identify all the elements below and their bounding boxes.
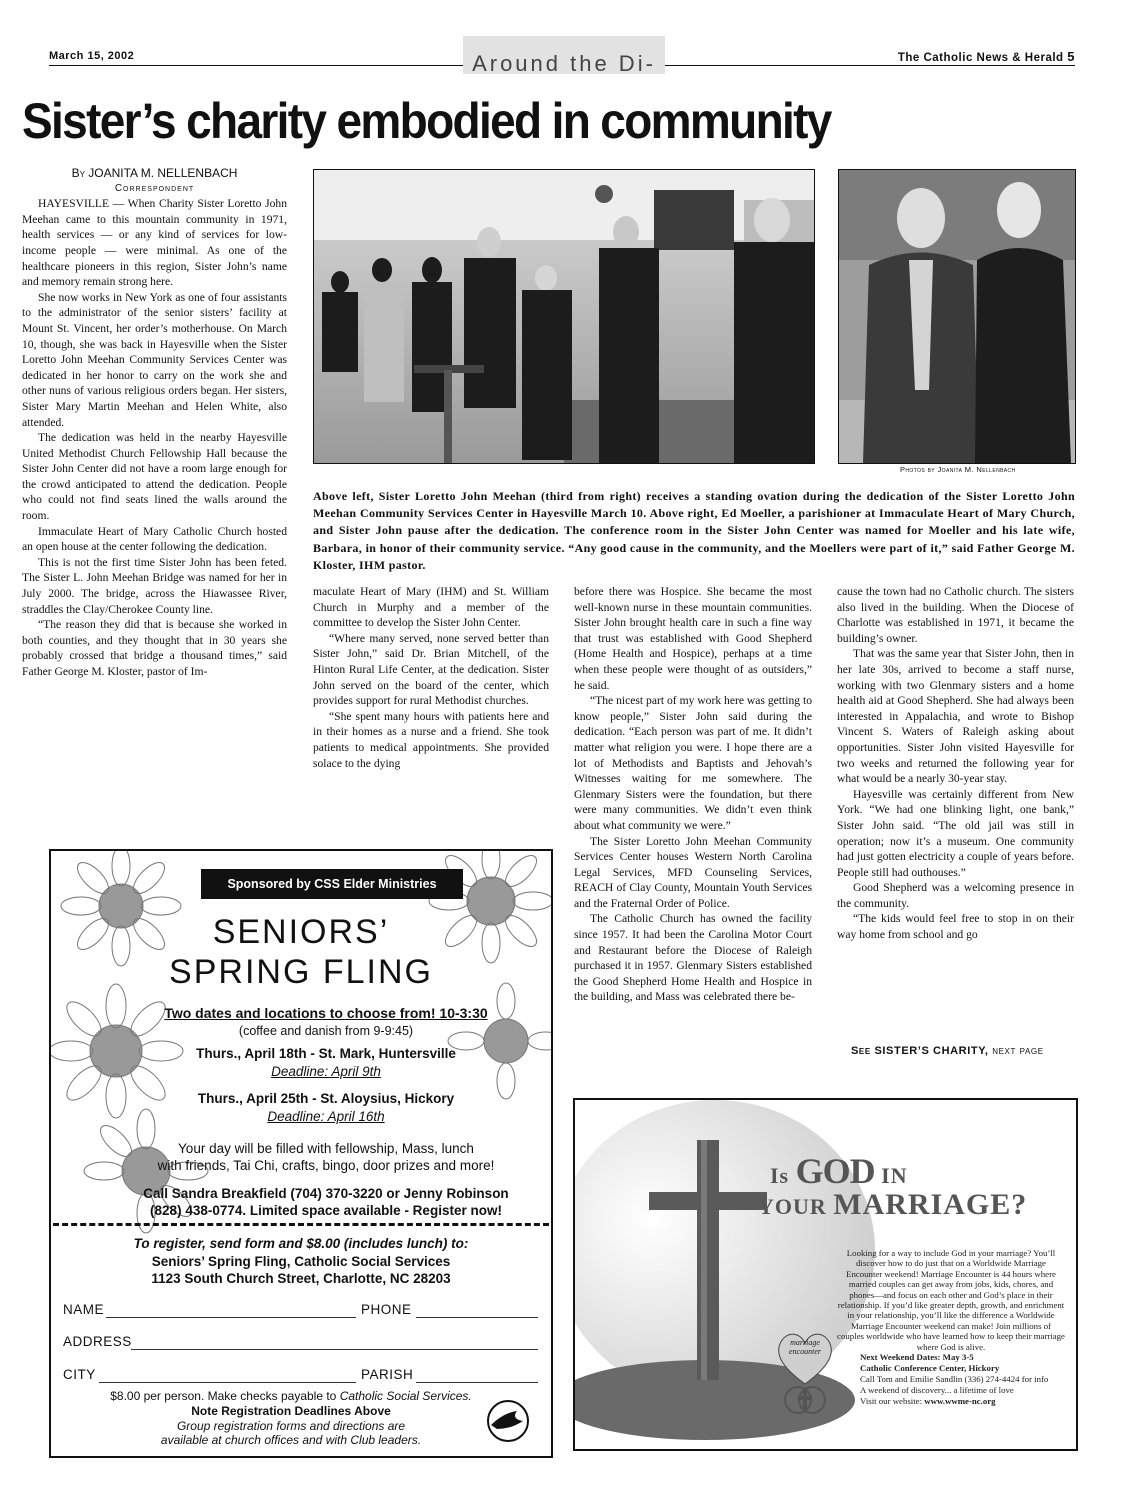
website-line [860,1396,1070,1407]
next-dates: Next Weekend Dates: May 3-5 [860,1352,974,1362]
byline-role: Correspondent [114,182,195,194]
paragraph: “The kids would feel free to stop in on their way home from school and go [837,912,1074,942]
moeller-image [839,170,1075,463]
parish-field-label: PARISH [361,1367,414,1382]
paragraph: HAYESVILLE — When Charity Sister Loretto John Meehan came to this mountain community in 1971, health services — or any kind of services for low-income people — were minimal. As one of the healthcare pioneers in this region, Sister John’s name and memory remain strong here. [22,197,287,289]
paragraph: maculate Heart of Mary (IHM) and St. William Church in Murphy and a member of the committee to develop the Sister John Center. [313,585,549,630]
ovation-image [314,170,814,463]
deadline-1: Deadline: April 9th [271,1064,381,1079]
ad-info [860,1352,1070,1407]
address-line: 1123 South Church Street, Charlotte, NC 28203 [151,1271,451,1286]
moeller-photo [838,169,1076,464]
title-your: YOUR [758,1194,827,1219]
event-1: Thurs., April 18th - St. Mark, Huntersville [196,1046,456,1061]
paragraph: She now works in New York as one of four assistants to the administrator of the senior sisters’ facility at Mount St. Vincent, her order’s motherhouse. On March 10, though, she was back in Hayesville when the Sister Loretto John Meehan Community Services Center was dedicated in her honor to carry on the work she and other nuns of various religious orders began. Her sisters, Sister Mary Martin Meehan and Helen White, also attended. [22,290,287,429]
fee-line [81,1389,501,1403]
deadline-2: Deadline: April 16th [267,1109,385,1124]
article-col-1 [22,166,287,680]
website-link[interactable]: www.wwme-nc.org [924,1396,996,1406]
dedication-photo [313,169,815,464]
header-rule-left [49,65,463,66]
city-field-label: CITY [63,1367,96,1382]
paragraph: “The nicest part of my work here was getting to know people,” Sister John said during the dedication. “Each person was part of me. It didn’t matter what religion you were. I hope there are a lot of Methodists and Baptists and Jehovah’s Witnesses waiting for me somewhere. The Glenmary Sisters were the foundation, but there were many communities. We didn’t even think about what community we were.” [574,694,812,832]
sponsor-banner: Sponsored by CSS Elder Ministries [201,869,463,899]
marriage-encounter-logo-icon [770,1322,840,1422]
ad-title-line-2: SPRING FLING [169,953,433,991]
fee-payee: Catholic Social Services. [339,1389,472,1403]
title-is: Is [770,1163,790,1188]
paragraph: That was the same year that Sister John, then in her late 30s, arrived to become a staff nurse, working with two Glenmary sisters and a home health aid at Good Shepherd. She had always been interested in Appalachia, and wrote to Bishop Vincent S. Waters of Raleigh asking about opportunities. Sister John visited Hayesville for two weeks and returned the following year for what would be a nearly 30-year stay. [837,647,1074,786]
coffee-line: (coffee and danish from 9-9:45) [238,1024,414,1038]
paper-name: The Catholic News & Herald [897,52,1064,64]
note-line: Note Registration Deadlines Above [191,1404,391,1418]
paragraph: Hayesville was certainly different from New York. “We had one blinking light, one bank,” Sister John said. “The old jail was still in operation; now it’s a museum. One community had just gotten electricity a couple of years before. People still had outhouses.” [837,787,1074,879]
tagline: A weekend of discovery... a lifetime of love [860,1385,1014,1395]
paper-name-group [898,49,1075,64]
article-col-3 [574,584,812,1005]
photo-credit: Photos by Joanita M. Nellenbach [900,465,1016,474]
parish-field[interactable] [416,1382,538,1383]
marriage-encounter-ad [573,1098,1078,1451]
group-line-1: Group registration forms and directions are [176,1419,406,1433]
header-rule-right [665,65,1075,66]
continued-page: next page [992,1045,1044,1057]
call-line-1: Call Sandra Breakfield (704) 370-3220 or Jenny Robinson [143,1186,509,1201]
paragraph: Good Shepherd was a welcoming presence in the community. [837,881,1074,910]
ad-title-line-1: SENIORS’ [212,913,390,951]
group-line-2: available at church offices and with Club leaders. [160,1433,422,1447]
title-marriage: MARRIAGE? [833,1188,1028,1221]
seniors-spring-fling-ad [49,849,553,1458]
section-tab: Around the Di- [463,36,665,74]
cut-line [53,1223,549,1226]
title-in: IN [881,1163,908,1188]
paragraph: This is not the first time Sister John has been feted. The Sister L. John Meehan Bridge was named for her in July 2000. The bridge, across the Hiawassee River, straddles the Clay/Cherokee County line. [22,555,287,616]
paragraph: The Catholic Church has owned the facility since 1957. It had been the Carolina Motor Court and Restaurant before the Diocese of Raleigh purchased it in 1957. Glenmary Sisters established the Good Shepherd Home Health and Hospice in the building, and Mass was celebrated there be- [574,912,812,1004]
article-col-2 [313,584,549,771]
address-field[interactable] [131,1349,538,1350]
paragraph: “Where many served, none served better than Sister John,” said Dr. Brian Mitchell, of the Hinton Rural Life Center, at the dedication. Sister John served on the board of the center, which provides support for rural Methodist churches. [313,631,549,708]
paragraph: before there was Hospice. She became the most well-known nurse in these mountain communities. Sister John brought health care in such a fine way that trust was established with Good Shepherd (Home Health and Hospice), perhaps at a time when these people were thought of as outsiders,” he said. [574,585,812,692]
continued-note [851,1045,1044,1057]
logo-text [774,1338,836,1356]
dates-line: Two dates and locations to choose from! 10-3:30 [164,1005,488,1021]
phone-field-label: PHONE [361,1302,412,1317]
city-field[interactable] [99,1382,356,1383]
byline-prefix: By [71,166,85,180]
website-label: Visit our website: [860,1396,923,1406]
issue-date: March 15, 2002 [49,50,135,62]
paragraph: Immaculate Heart of Mary Catholic Church hosted an open house at the center following the dedication. [22,524,287,554]
org-line: Seniors’ Spring Fling, Catholic Social Services [151,1254,451,1269]
byline [22,166,287,182]
name-field[interactable] [106,1317,356,1318]
continued-see: See SISTER’S CHARITY, [851,1045,989,1057]
call-line-2: (828) 438-0774. Limited space available - Register now! [150,1203,502,1218]
photo-caption: Above left, Sister Loretto John Meehan (third from right) receives a standing ovation during the dedication of the Sister Loretto John Meehan Community Services Center in Hayesville March 10. Above right, Ed Moeller, a parishioner at Immaculate Heart of Mary Church, and Sister John pause after the dedication. The conference room in the Sister John Center was named for Moeller and his late wife, Barbara, in honor of their community service. “Any good cause in the community, and the Moellers were part of it,” said Father George M. Kloster, IHM pastor. [313,489,1075,572]
logo-text-2: encounter [789,1347,821,1356]
paragraph: The Sister Loretto John Meehan Community Services Center houses Western North Carolina Legal Services, MFD Counseling Services, REACH of Clay County, Mountain Youth Services and the Fraternal Order of Police. [574,834,812,910]
ad-headline [758,1150,1028,1222]
dove-logo-icon [483,1399,533,1443]
article-col-4 [837,584,1074,943]
ad-body: Looking for a way to include God in your marriage? You’ll discover how to do just that on a Worldwide Marriage Encounter weekend! Marriage Encounter is 44 hours where married couples can get away from jobs, kids, chores, and phones—and focus on each other and God’s place in their relationship. If you’d like greater depth, growth, and enrichment in your relationship, you’ll like the difference a Worldwide Marriage Encounter weekend can make! Join millions of couples worldwide who have learned how to keep their marriage where God is alive. [837,1248,1065,1352]
byline-name: JOANITA M. NELLENBACH [88,166,238,180]
phone-field[interactable] [416,1317,538,1318]
fee-text: $8.00 per person. Make checks payable to [110,1389,337,1403]
headline: Sister’s charity embodied in community [22,93,831,149]
paragraph: cause the town had no Catholic church. The sisters also lived in the building. When the Diocese of Charlotte was established in 1971, it became the building’s owner. [837,585,1074,645]
page-number: 5 [1067,49,1075,64]
description-line-2: with friends, Tai Chi, crafts, bingo, door prizes and more! [157,1158,495,1173]
description-line-1: Your day will be filled with fellowship, Mass, lunch [178,1141,474,1156]
name-field-label: NAME [63,1302,105,1317]
logo-text-1: marriage [790,1338,820,1347]
contact: Call Tom and Emilie Sandlin (336) 274-4424 for info [860,1374,1049,1384]
address-field-label: ADDRESS [63,1334,132,1349]
title-god: GOD [795,1151,875,1191]
paragraph: The dedication was held in the nearby Hayesville United Methodist Church Fellowship Hall because the Sister John Center did not have a room large enough for the crowd anticipated to attend the dedication. People who could not find seats lined the walls around the room. [22,431,287,523]
venue: Catholic Conference Center, Hickory [860,1363,1000,1373]
paragraph: “The reason they did that is because she worked in both counties, and they thought that in 30 years she probably crossed that bridge a thousand times,” said Father George M. Kloster, pastor of Im- [22,618,287,678]
register-line: To register, send form and $8.00 (includes lunch) to: [133,1236,469,1251]
event-2: Thurs., April 25th - St. Aloysius, Hickory [197,1091,455,1106]
paragraph: “She spent many hours with patients here and in their homes as a nurse and a friend. She took patients to medical appointments. She provided solace to the dying [313,709,549,770]
